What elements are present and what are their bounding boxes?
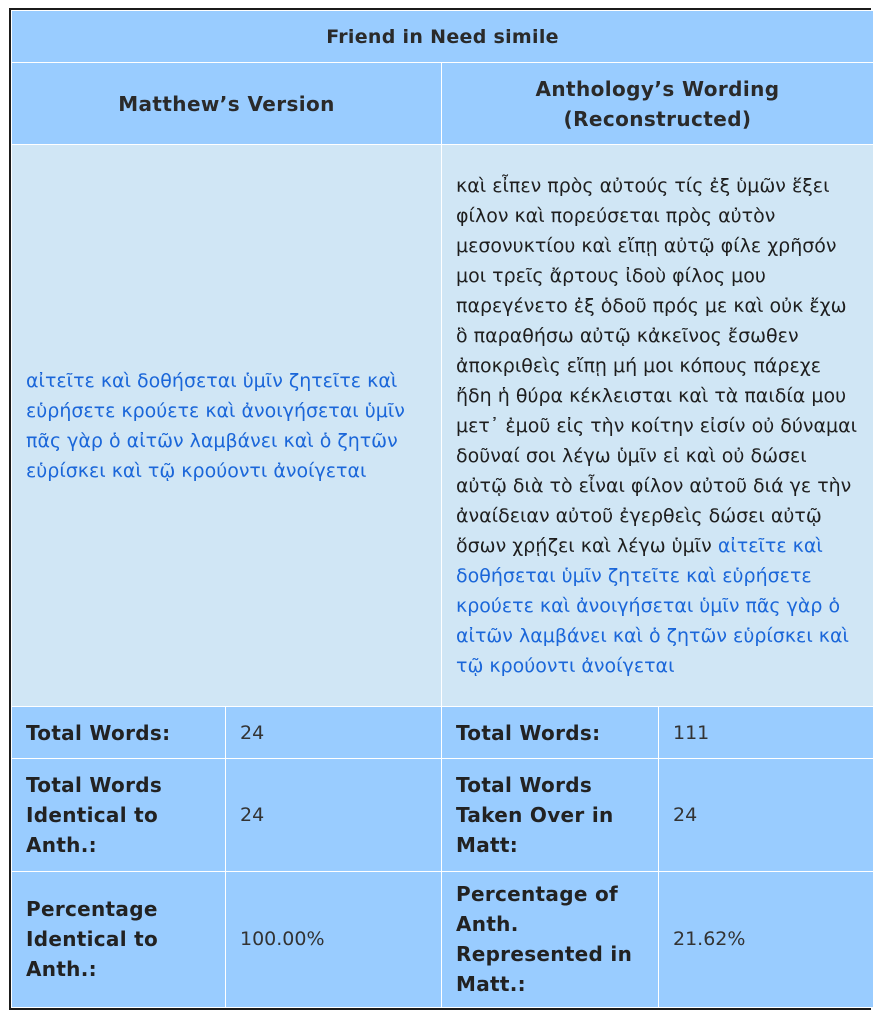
anthology-text-highlight: αἰτεῖτε καὶ δοθήσεται ὑμῖν ζητεῖτε καὶ εὑρήσετε κρούετε καὶ ἀνοιγήσεται ὑμῖν πᾶς γὰρ ὁ αἰτῶν λαμβάνει καὶ ὁ ζητῶν εὑρίσκει καὶ τῷ κρούοντι ἀνοίγεται [456,534,849,677]
matthew-total-words-label: Total Words: [12,707,226,759]
matthew-percentage-value: 100.00% [226,871,442,1007]
stats-row [12,871,874,1007]
stats-row [12,759,874,871]
anthology-taken-over-label: Total Words Taken Over in Matt: [442,759,659,871]
anthology-percentage-value: 21.62% [659,871,874,1007]
anthology-wording-header-label: Anthology’s Wording (Reconstructed) [535,76,780,131]
anthology-text-plain: καὶ εἶπεν πρὸς αὐτούς τίς ἐξ ὑμῶν ἕξει φίλον καὶ πορεύσεται πρὸς αὐτὸν μεσονυκτίου καὶ εἴπῃ αὐτῷ φίλε χρῆσόν μοι τρεῖς ἄρτους ἰδοὺ φίλος μου παρεγένετο ἐξ ὁδοῦ πρός με καὶ οὐκ ἔχω ὃ παραθήσω αὐτῷ κἀκεῖνος ἔσωθεν ἀποκριθεὶς εἴπῃ μή μοι κόπους πάρεχε ἤδη ἡ θύρα κέκλεισται καὶ τὰ παιδία μου μετ᾽ ἐμοῦ εἰς τὴν κοίτην εἰσίν οὐ δύναμαι δοῦναί σοι λέγω ὑμῖν εἰ καὶ οὐ δώσει αὐτῷ διὰ τὸ εἶναι φίλον αὐτοῦ διά γε τὴν ἀναίδειαν αὐτοῦ ἐγερθεὶς δώσει αὐτῷ ὅσων χρῄζει καὶ λέγω ὑμῖν [456,174,858,557]
anthology-text-cell [442,145,874,707]
matthew-text-highlight: αἰτεῖτε καὶ δοθήσεται ὑμῖν ζητεῖτε καὶ εὑρήσετε κρούετε καὶ ἀνοιγήσεται ὑμῖν πᾶς γὰρ ὁ αἰτῶν λαμβάνει καὶ ὁ ζητῶν εὑρίσκει καὶ τῷ κρούοντι ἀνοίγεται [26,369,405,482]
anthology-taken-over-value: 24 [659,759,874,871]
matthew-percentage-label: Percentage Identical to Anth.: [12,871,226,1007]
matthew-identical-words-label: Total Words Identical to Anth.: [12,759,226,871]
matthew-version-header-label: Matthew’s Version [118,91,335,116]
matthew-text-cell [12,145,442,707]
comparison-table [9,8,871,1010]
matthew-identical-words-value: 24 [226,759,442,871]
anthology-percentage-label: Percentage of Anth. Represented in Matt.: [442,871,659,1007]
anthology-total-words-value: 111 [659,707,874,759]
synoptic-table [11,10,874,1008]
anthology-total-words-label: Total Words: [442,707,659,759]
matthew-total-words-value: 24 [226,707,442,759]
table-title: Friend in Need simile [12,11,874,63]
anthology-wording-header [442,63,874,145]
matthew-version-header [12,63,442,145]
stats-row [12,707,874,759]
